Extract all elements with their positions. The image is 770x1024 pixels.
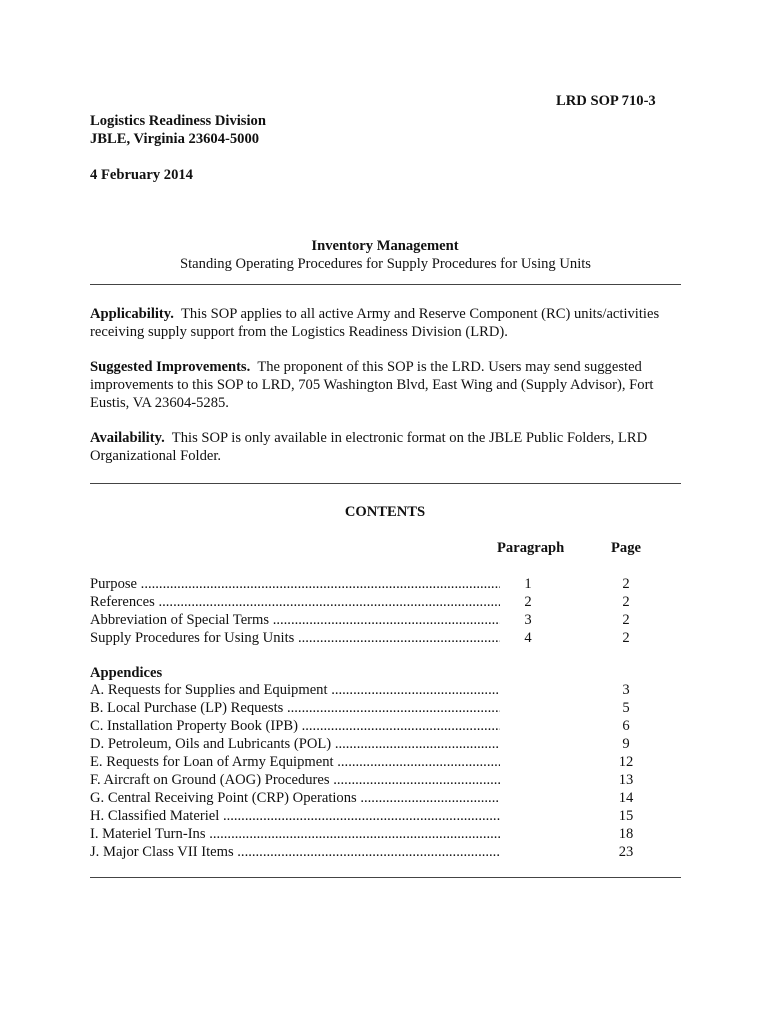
appendix-row-page: 18 [618,826,634,842]
appendix-row[interactable] [90,825,690,843]
divider-middle [90,483,681,484]
column-paragraph-header: Paragraph [497,540,565,556]
organization-name: Logistics Readiness Division [90,113,266,129]
applicability-heading: Applicability. [90,306,174,322]
contents-row-paragraph: 4 [524,630,532,646]
appendix-row[interactable] [90,753,690,771]
document-subtitle: Standing Operating Procedures for Supply Procedures for Using Units [180,256,591,272]
appendix-row-page: 5 [622,700,630,716]
appendix-row[interactable] [90,789,690,807]
divider-bottom [90,877,681,878]
contents-row[interactable] [90,593,690,611]
availability-heading: Availability. [90,430,165,446]
document-date: 4 February 2014 [90,167,193,183]
contents-row[interactable] [90,575,690,593]
availability-section [90,429,682,465]
applicability-text: This SOP applies to all active Army and Reserve Component (RC) units/activities receiving supply support from the Logistics Readiness Division (LRD). [90,306,660,340]
availability-text: This SOP is only available in electronic format on the JBLE Public Folders, LRD Organizational Folder. [90,430,648,464]
appendix-row[interactable] [90,771,690,789]
appendix-row[interactable] [90,717,690,735]
organization-address: JBLE, Virginia 23604-5000 [90,131,260,147]
contents-row-label: Purpose ..... [90,575,500,593]
appendix-row-label: C. Installation Property Book (IPB) ..... [90,717,500,735]
appendix-row-page: 6 [622,718,630,734]
appendix-row-label: H. Classified Materiel ..... [90,807,500,825]
appendix-row-label: B. Local Purchase (LP) Requests ..... [90,699,500,717]
contents-row-paragraph: 2 [524,594,532,610]
appendix-row-label: D. Petroleum, Oils and Lubricants (POL) ..... [90,735,500,753]
appendix-row-label: J. Major Class VII Items ..... [90,843,500,861]
appendix-row-page: 3 [622,682,630,698]
contents-heading: CONTENTS [344,504,426,520]
appendix-row-label: A. Requests for Supplies and Equipment ..... [90,681,500,699]
applicability-section [90,305,682,341]
contents-row-page: 2 [622,612,630,628]
appendices-heading: Appendices [90,665,163,681]
appendix-row-page: 23 [618,844,634,860]
contents-row-label: Supply Procedures for Using Units ..... [90,629,500,647]
appendix-row-label: E. Requests for Loan of Army Equipment ..... [90,753,500,771]
improvements-heading: Suggested Improvements. [90,359,251,375]
appendix-row-page: 14 [618,790,634,806]
contents-row-paragraph: 3 [524,612,532,628]
contents-row-label: Abbreviation of Special Terms ..... [90,611,500,629]
appendix-row-label: F. Aircraft on Ground (AOG) Procedures ..... [90,771,500,789]
contents-row[interactable] [90,629,690,647]
contents-row-paragraph: 1 [524,576,532,592]
appendix-row-page: 12 [618,754,634,770]
contents-row-page: 2 [622,630,630,646]
contents-row-label: References ..... [90,593,500,611]
appendix-row-label: I. Materiel Turn-Ins ..... [90,825,500,843]
contents-row-page: 2 [622,594,630,610]
appendix-row[interactable] [90,735,690,753]
appendix-row-page: 13 [618,772,634,788]
appendix-row[interactable] [90,807,690,825]
column-page-header: Page [611,540,641,556]
appendix-row[interactable] [90,843,690,861]
appendix-row-page: 15 [618,808,634,824]
divider-top [90,284,681,285]
improvements-text: The proponent of this SOP is the LRD. Users may send suggested improvements to this SOP to LRD, 705 Washington Blvd, East Wing and (Supply Advisor), Fort Eustis, VA 23604-5285. [90,359,654,411]
improvements-section [90,358,682,412]
appendix-row[interactable] [90,699,690,717]
appendix-row[interactable] [90,681,690,699]
contents-row[interactable] [90,611,690,629]
contents-row-page: 2 [622,576,630,592]
document-title: Inventory Management [311,238,459,254]
appendix-row-label: G. Central Receiving Point (CRP) Operations ..... [90,789,500,807]
document-id: LRD SOP 710-3 [556,93,656,109]
appendix-row-page: 9 [622,736,630,752]
